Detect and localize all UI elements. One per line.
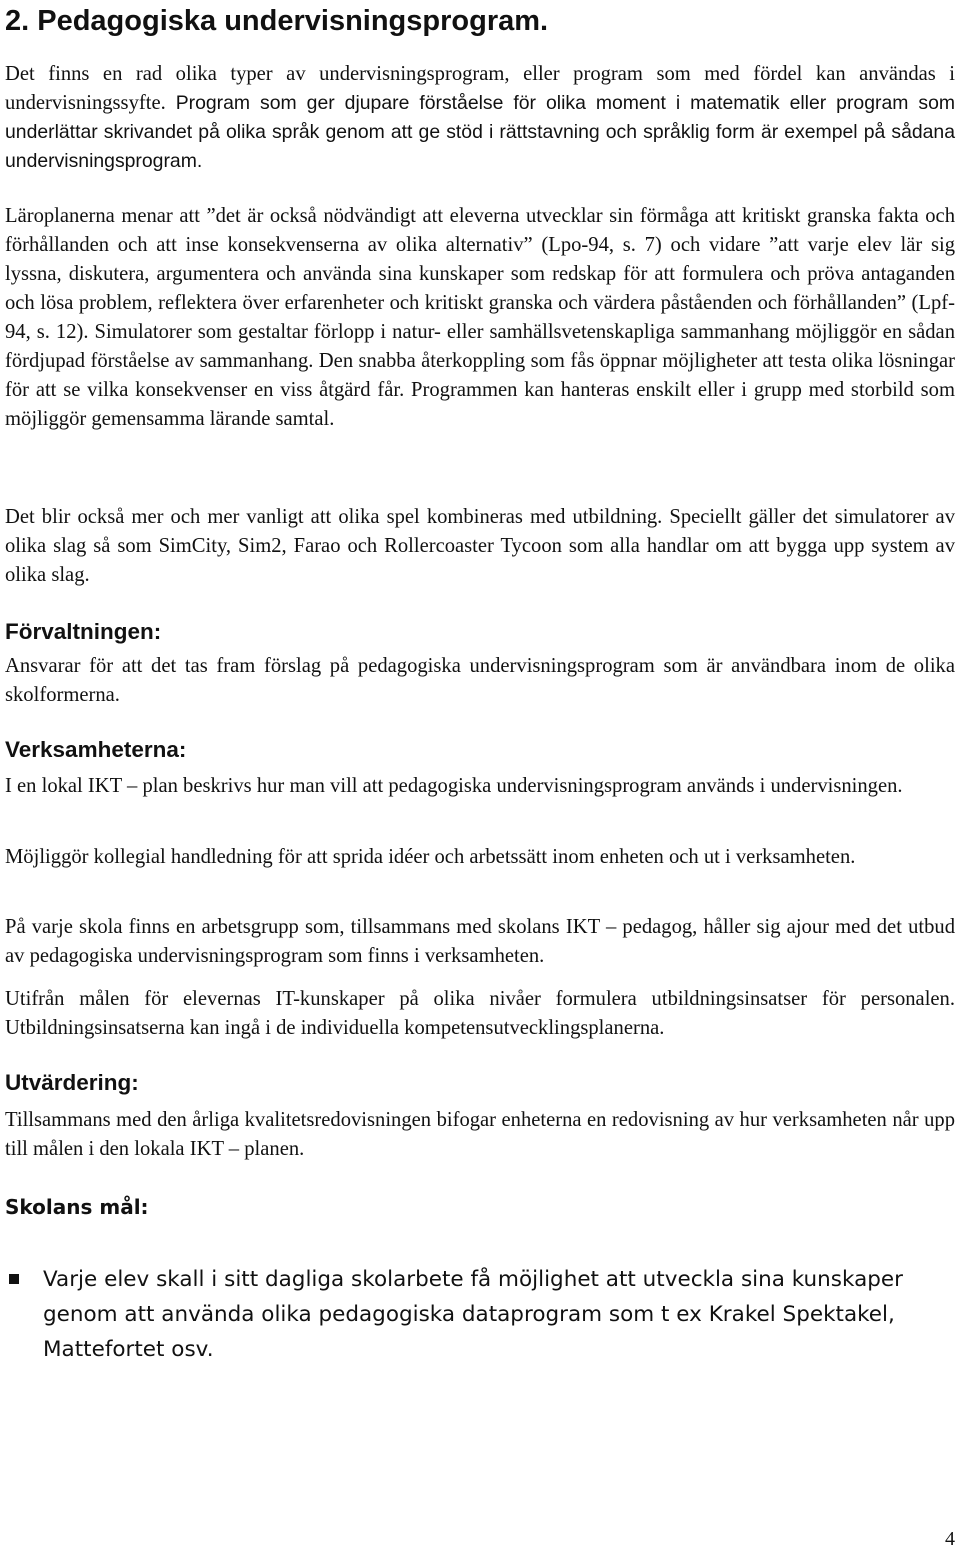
square-bullet-icon bbox=[9, 1274, 19, 1284]
heading-forvaltningen: Förvaltningen: bbox=[5, 619, 162, 644]
intro-paragraph-3: Det blir också mer och mer vanligt att olika spel kombineras med utbildning. Speciellt gäller det simulatorer av olika slag så som SimCity, Sim2, Farao och Rollercoaster Tycoon som alla handlar om att bygga upp system av olika slag. bbox=[5, 506, 955, 586]
forvaltningen-text: Ansvarar för att det tas fram förslag på pedagogiska undervisningsprogram som är användbara inom de olika skolformerna. bbox=[5, 655, 955, 706]
verksamheterna-paragraph-4: Utifrån målen för elevernas IT-kunskaper på olika nivåer formulera utbildningsinsatser för personalen. Utbildningsinsatserna kan ingå i de individuella kompetensutvecklingsplanerna. bbox=[5, 988, 955, 1039]
page-number: 4 bbox=[945, 1528, 955, 1550]
heading-utvardering: Utvärdering: bbox=[5, 1070, 139, 1095]
intro-paragraph-2: Läroplanerna menar att ”det är också nödvändigt att eleverna utvecklar sin förmåga att kritiskt granska fakta och förhållanden och att inse konsekvenserna av olika alternativ” (Lpo-94, s. 7) och vidare ”att varje elev lär sig lyssna, diskutera, argumentera och använda sina kunskaper som redskap för att formulera och pröva antaganden och lösa problem, reflektera över erfarenheter och kritiskt granska och värdera påståenden och förhållanden” (Lpf-94, s. 12). Simulatorer som gestaltar förlopp i natur- eller samhällsvetenskapliga sammanhang möjliggör en sådan fördjupad förståelse av sammanhang. Den snabba återkoppling som fås öppnar möjligheter att testa olika lösningar för att se vilka konsekvenser en viss åtgärd får. Programmen kan hanteras enskilt eller i grupp med storbild som möjliggör gemensamma lärande samtal. bbox=[5, 205, 955, 430]
verksamheterna-paragraph-1: I en lokal IKT – plan beskrivs hur man vill att pedagogiska undervisningsprogram används i undervisningen. bbox=[5, 775, 903, 797]
page-title: 2. Pedagogiska undervisningsprogram. bbox=[5, 5, 549, 37]
intro-paragraph-1 bbox=[5, 60, 955, 176]
intro-paragraph-1-serif: Det finns en rad olika typer av undervisningsprogram, eller program som med fördel kan användas i undervisningssyfte. bbox=[5, 63, 955, 114]
verksamheterna-paragraph-3: På varje skola finns en arbetsgrupp som, tillsammans med skolans IKT – pedagog, håller sig ajour med det utbud av pedagogiska undervisningsprogram som finns i verksamheten. bbox=[5, 916, 955, 967]
intro-paragraph-1-sans: Program som ger djupare förståelse för olika moment i matematik eller program som underlättar skrivandet på olika språk genom att ge stöd i rättstavning och språklig form är exempel på sådana undervisningsprogram. bbox=[5, 92, 956, 172]
skolans-mal-bullet-text: Varje elev skall i sitt dagliga skolarbete få möjlighet att utveckla sina kunskaper genom att använda olika pedagogiska dataprogram som t ex Krakel Spektakel, Mattefortet osv. bbox=[43, 1267, 903, 1362]
heading-skolans-mal: Skolans mål: bbox=[5, 1195, 149, 1219]
heading-verksamheterna: Verksamheterna: bbox=[5, 737, 187, 762]
utvardering-text: Tillsammans med den årliga kvalitetsredovisningen bifogar enheterna en redovisning av hur verksamheten når upp till målen i den lokala IKT – planen. bbox=[5, 1109, 955, 1160]
verksamheterna-paragraph-2: Möjliggör kollegial handledning för att sprida idéer och arbetssätt inom enheten och ut i verksamheten. bbox=[5, 846, 856, 868]
